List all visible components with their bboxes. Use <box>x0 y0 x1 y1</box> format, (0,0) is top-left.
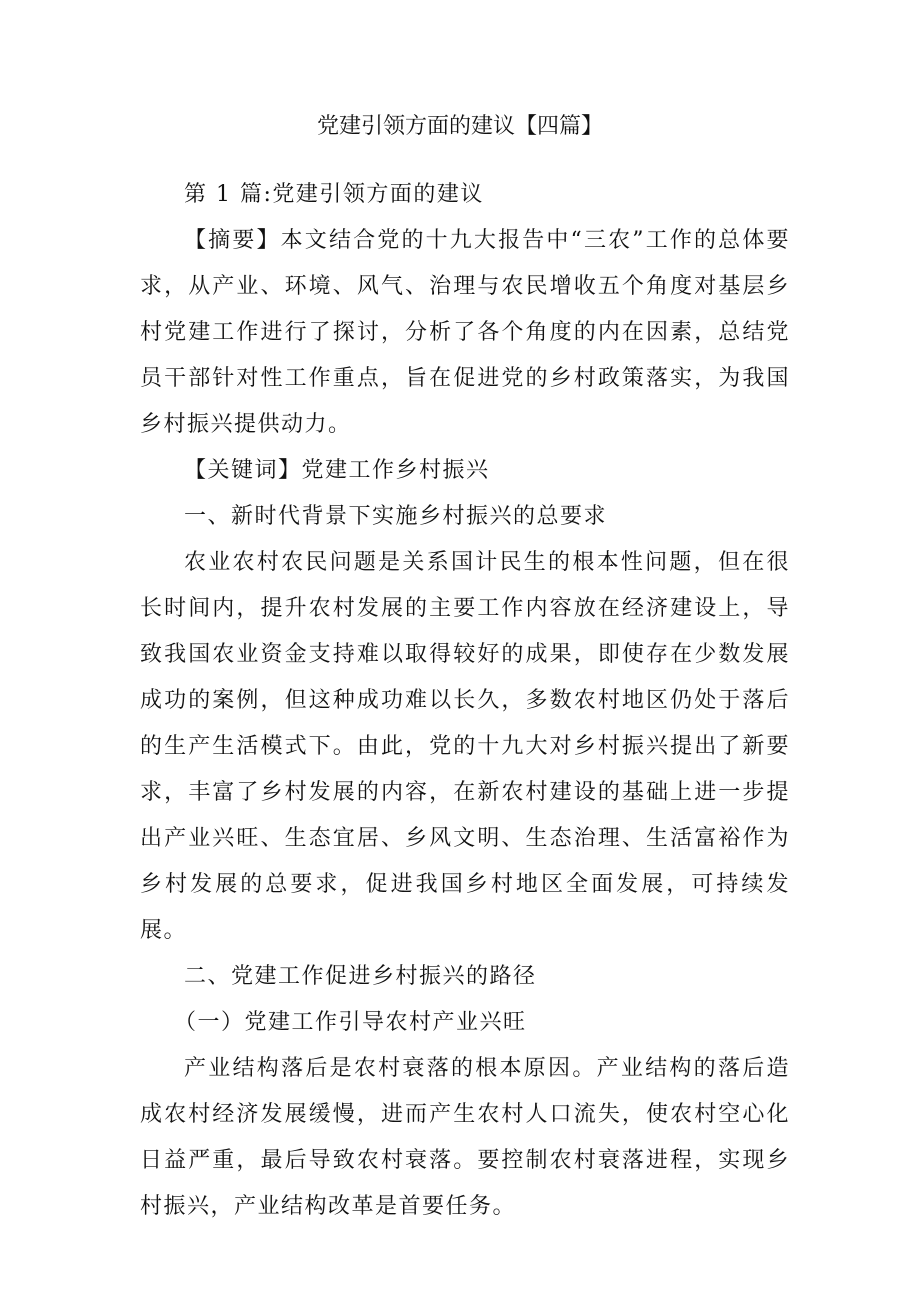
section-2-heading: 二、党建工作促进乡村振兴的路径 <box>184 964 537 989</box>
keywords-line: 【关键词】党建工作乡村振兴 <box>184 458 490 483</box>
abstract-paragraph: 【摘要】本文结合党的十九大报告中“三农”工作的总体要求，从产业、环境、风气、治理与农民增收五个角度对基层乡村党建工作进行了探讨，分析了各个角度的内在因素，总结党员干部针对性工作重点，旨在促进党的乡村政策落实，为我国乡村振兴提供动力。 <box>140 228 790 437</box>
document-title: 党建引领方面的建议【四篇】 <box>316 114 603 139</box>
section-1-paragraph: 农业农村农民问题是关系国计民生的根本性问题，但在很长时间内，提升农村发展的主要工作内容放在经济建设上，导致我国农业资金支持难以取得较好的成果，即使存在少数发展成功的案例，但这种成功难以长久，多数农村地区仍处于落后的生产生活模式下。由此，党的十九大对乡村振兴提出了新要求，丰富了乡村发展的内容，在新农村建设的基础上进一步提出产业兴旺、生态宜居、乡风文明、生态治理、生活富裕作为乡村发展的总要求，促进我国乡村地区全面发展，可持续发展。 <box>140 550 790 943</box>
chapter-heading: 第 1 篇:党建引领方面的建议 <box>184 182 484 207</box>
section-2-sub-1-paragraph: 产业结构落后是农村衰落的根本原因。产业结构的落后造成农村经济发展缓慢，进而产生农村人口流失，使农村空心化日益严重，最后导致农村衰落。要控制农村衰落进程，实现乡村振兴，产业结构改革是首要任务。 <box>140 1056 790 1219</box>
document-body <box>140 172 790 1230</box>
section-2-subheading-1: （一）党建工作引导农村产业兴旺 <box>174 1010 527 1035</box>
section-1-heading: 一、新时代背景下实施乡村振兴的总要求 <box>184 504 608 529</box>
